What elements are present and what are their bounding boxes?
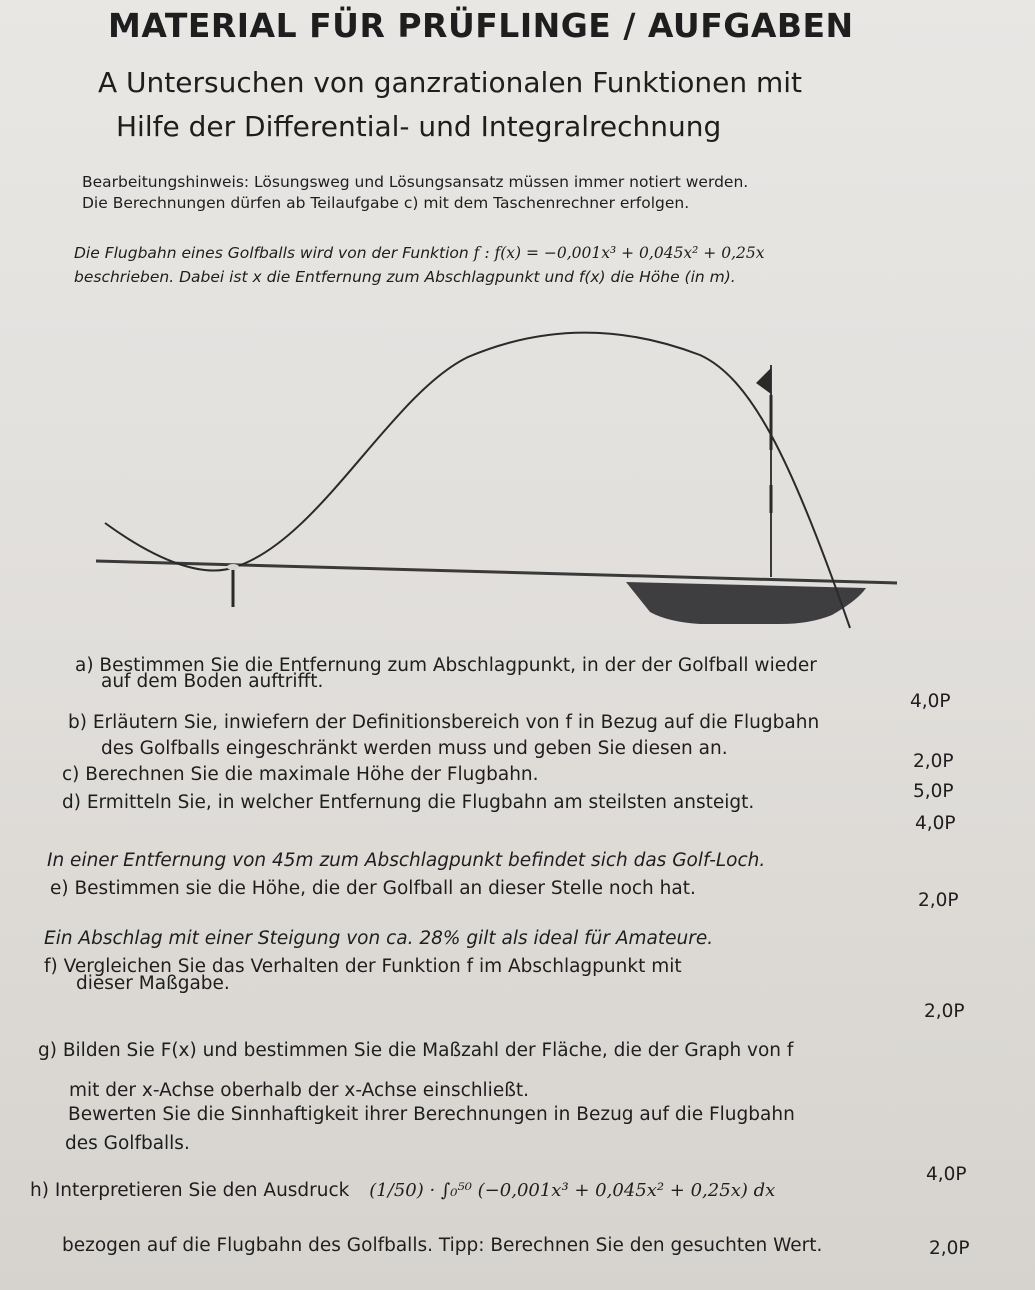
task-c-line-1: c) Berechnen Sie die maximale Höhe der Flugbahn.	[62, 764, 539, 785]
water-hazard	[626, 582, 866, 624]
task-h-text: h) Interpretieren Sie den Ausdruck	[30, 1180, 350, 1201]
task-d-points: 4,0P	[915, 813, 956, 834]
task-h-line-2: bezogen auf die Flugbahn des Golfballs. Tipp: Berechnen Sie den gesuchten Wert.	[62, 1235, 823, 1256]
task-f-line-1: f) Vergleichen Sie das Verhalten der Funktion f im Abschlagpunkt mit	[44, 956, 682, 977]
ground-line	[96, 561, 897, 583]
task-h-line-1	[30, 1180, 775, 1201]
flag	[756, 368, 771, 394]
task-b-points: 2,0P	[913, 751, 954, 772]
task-g-line-1: g) Bilden Sie F(x) und bestimmen Sie die Maßzahl der Fläche, die der Graph von f	[38, 1040, 794, 1061]
hint-line-1: Bearbeitungshinweis: Lösungsweg und Lösungsansatz müssen immer notiert werden.	[82, 173, 749, 191]
task-f-line-2: dieser Maßgabe.	[76, 973, 230, 994]
task-h-expression: (1/50) · ∫₀⁵⁰ (−0,001x³ + 0,045x² + 0,25x) dx	[369, 1180, 776, 1201]
task-g-line-3: Bewerten Sie die Sinnhaftigkeit ihrer Berechnungen in Bezug auf die Flugbahn	[68, 1104, 795, 1125]
task-h-points: 2,0P	[929, 1238, 970, 1259]
task-c-points: 5,0P	[913, 781, 954, 802]
task-g-line-4: des Golfballs.	[65, 1133, 190, 1154]
intro-line-2: beschrieben. Dabei ist x die Entfernung zum Abschlagpunkt und f(x) die Höhe (in m).	[74, 268, 736, 286]
task-g-points: 4,0P	[926, 1164, 967, 1185]
task-g-line-2: mit der x-Achse oberhalb der x-Achse einschließt.	[69, 1080, 529, 1101]
task-b-line-1: b) Erläutern Sie, inwiefern der Definitionsbereich von f in Bezug auf die Flugbahn	[68, 712, 820, 733]
task-b-line-2: des Golfballs eingeschränkt werden muss und geben Sie diesen an.	[101, 738, 728, 759]
task-a-line-2: auf dem Boden auftrifft.	[101, 671, 324, 692]
task-d-line-1: d) Ermitteln Sie, in welcher Entfernung die Flugbahn am steilsten ansteigt.	[62, 792, 755, 813]
task-f-intro: Ein Abschlag mit einer Steigung von ca. 28% gilt als ideal für Amateure.	[44, 928, 714, 949]
page-title: MATERIAL FÜR PRÜFLINGE / AUFGABEN	[108, 6, 854, 45]
section-title-line-1: A Untersuchen von ganzrationalen Funktionen mit	[98, 66, 803, 99]
intro-text: Die Flugbahn eines Golfballs wird von der Funktion	[74, 244, 469, 262]
task-a-points: 4,0P	[910, 691, 951, 712]
hint-line-2: Die Berechnungen dürfen ab Teilaufgabe c) mit dem Taschenrechner erfolgen.	[82, 194, 690, 212]
section-title-line-2: Hilfe der Differential- und Integralrechnung	[116, 110, 722, 143]
task-f-points: 2,0P	[924, 1001, 965, 1022]
golf-ball	[227, 564, 239, 570]
flight-path-curve	[105, 333, 850, 628]
task-e-line-1: e) Bestimmen sie die Höhe, die der Golfball an dieser Stelle noch hat.	[50, 878, 696, 899]
task-e-intro: In einer Entfernung von 45m zum Abschlagpunkt befindet sich das Golf-Loch.	[47, 850, 766, 871]
task-e-points: 2,0P	[918, 890, 959, 911]
task-a-line-1: a) Bestimmen Sie die Entfernung zum Abschlagpunkt, in der der Golfball wieder	[75, 655, 817, 676]
function-formula: f : f(x) = −0,001x³ + 0,045x² + 0,25x	[473, 244, 765, 262]
